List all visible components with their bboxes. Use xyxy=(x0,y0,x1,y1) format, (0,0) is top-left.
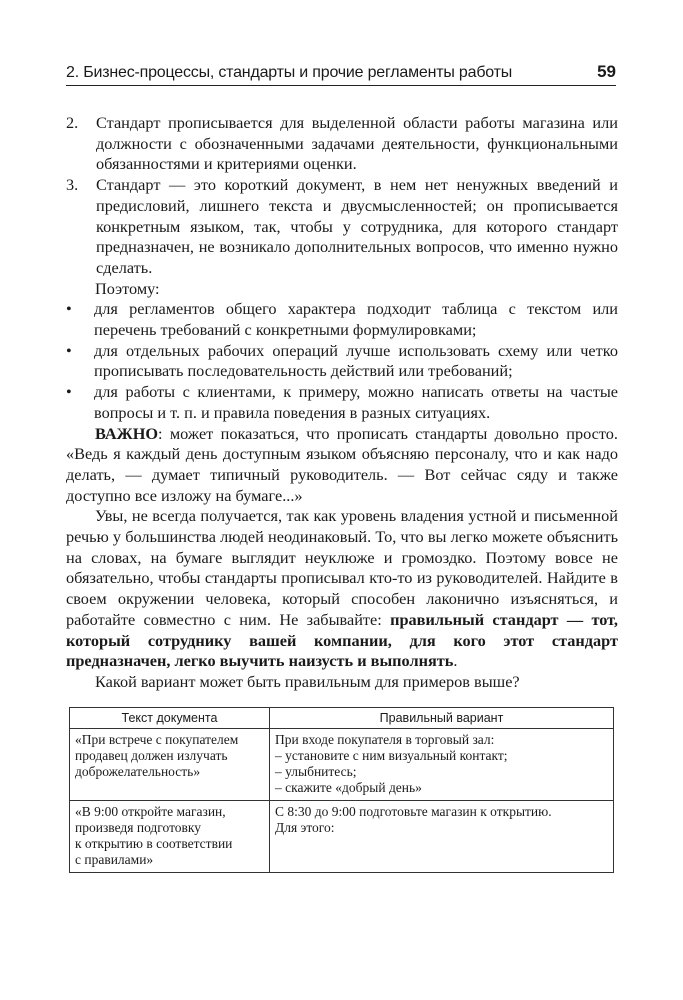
bullet-text: для регламентов общего характера подходит таблица с текстом или перечень требований с конкретными формулировками; xyxy=(94,299,618,340)
correct-variant-cell xyxy=(270,801,614,873)
cell-line: «При встрече с покупателем xyxy=(75,732,239,747)
cell-line: При входе покупателя в торговый зал: xyxy=(275,732,495,747)
cell-line: произведя подготовку xyxy=(75,820,202,835)
cell-line: продавец должен излучать xyxy=(75,748,228,763)
paragraph-end: . xyxy=(453,651,458,671)
correct-variant-cell xyxy=(270,729,614,801)
column-header: Правильный вариант xyxy=(270,708,614,729)
numbered-item xyxy=(66,175,618,279)
table-row xyxy=(70,801,614,873)
document-text-cell xyxy=(70,729,270,801)
question-line: Какой вариант может быть правильным для примеров выше? xyxy=(95,671,520,691)
document-text-cell xyxy=(70,801,270,873)
bullet-text: для работы с клиентами, к примеру, можно написать ответы на частые вопросы и т. п. и правила поведения в разных ситуациях. xyxy=(94,382,618,422)
comparison-table xyxy=(69,707,614,873)
cell-line: – улыбнитесь; xyxy=(275,764,357,779)
important-text: : может показаться, что прописать стандарты довольно просто. «Ведь я каждый день доступным языком объясняю персоналу, что и как надо делать, — думает типичный руководитель. — Вот сейчас сяду и также доступно все изложу на бумаге...» xyxy=(66,423,618,505)
table-row xyxy=(70,729,614,801)
important-label: ВАЖНО xyxy=(95,423,159,443)
running-header xyxy=(66,62,616,86)
emphasis-text: правильный стандарт — тот, который сотруднику вашей компании, для кого этот стандарт предназначен, легко выучить наизусть и выполнять xyxy=(66,609,618,671)
bullet-icon: • xyxy=(66,299,72,319)
column-header: Текст документа xyxy=(70,708,270,729)
numbered-item xyxy=(66,113,618,175)
therefore-line: Поэтому: xyxy=(95,278,160,298)
item-text: Стандарт прописывается для выделенной области работы магазина или должности с обозначенными задачами деятельности, функциональными обязанностями и критериями оценки. xyxy=(96,113,618,174)
cell-line: «В 9:00 откройте магазин, xyxy=(75,804,226,819)
bullet-icon: • xyxy=(66,382,72,402)
bullet-item xyxy=(66,341,618,382)
main-text xyxy=(66,113,618,693)
page-number: 59 xyxy=(597,62,616,81)
paragraph-text: Увы, не всегда получается, так как уровень владения устной и письменной речью у большинства людей неодинаковый. То, что вы легко можете объяснить на словах, на бумаге выглядит неуклюже и громоздко. Поэтому вовсе не обязательно, чтобы стандарты прописывал кто-то из руководителей. Найдите в своем окружении человека, который способен лаконично изъясняться, и работайте совместно с ним. Не забывайте: xyxy=(66,506,618,629)
item-text: Стандарт — это короткий документ, в нем нет ненужных введений и предисловий, лишнего текста и двусмысленностей; он прописывается конкретным языком, так, чтобы у сотрудника, для которого стандарт предназначен, не возникало дополнительных вопросов, что именно нужно сделать. xyxy=(96,175,618,277)
cell-line: – установите с ним визуальный контакт; xyxy=(275,748,508,763)
paragraph xyxy=(66,506,618,672)
cell-line: – скажите «добрый день» xyxy=(275,780,422,795)
bullet-item xyxy=(66,382,618,423)
item-number: 2. xyxy=(66,113,79,132)
cell-line: С 8:30 до 9:00 подготовьте магазин к открытию. xyxy=(275,804,552,819)
bullet-icon: • xyxy=(66,340,72,360)
cell-line: к открытию в соответствии xyxy=(75,836,233,851)
item-number: 3. xyxy=(66,175,79,195)
chapter-title: 2. Бизнес-процессы, стандарты и прочие регламенты работы xyxy=(66,64,513,81)
important-paragraph xyxy=(66,424,618,507)
bullet-text: для отдельных рабочих операций лучше использовать схему или четко прописывать последовательность действий или требований; xyxy=(94,340,618,381)
cell-line: Для этого: xyxy=(275,820,335,835)
table-header-row xyxy=(70,708,614,729)
cell-line: с правилами» xyxy=(75,852,154,867)
bullet-item xyxy=(66,299,618,340)
cell-line: доброжелательность» xyxy=(75,764,201,779)
